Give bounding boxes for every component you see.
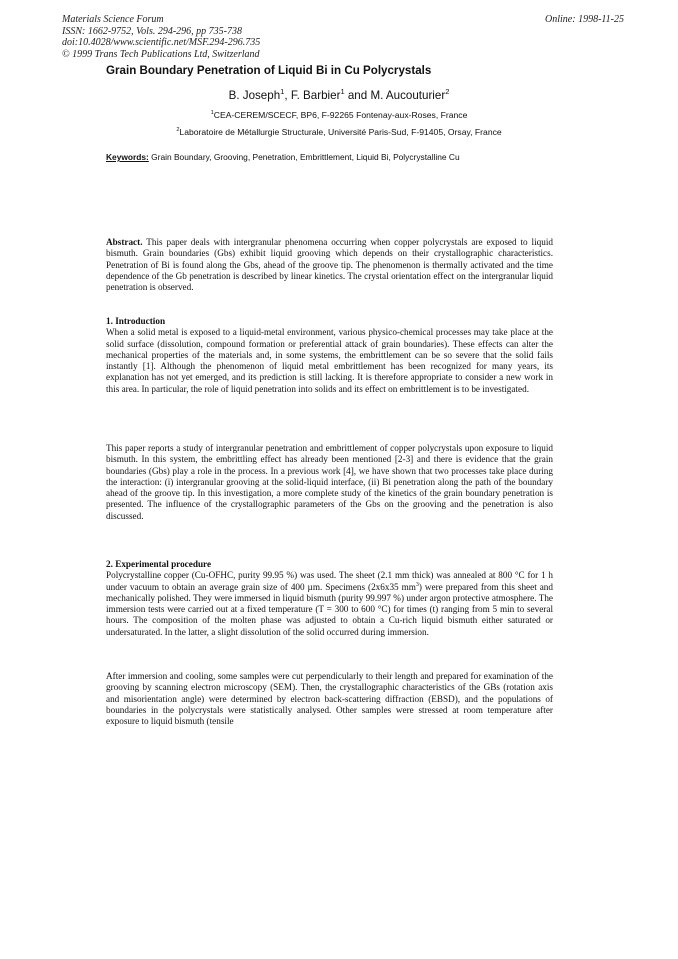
affiliation: [0, 110, 678, 120]
section-heading: 2. Experimental procedure: [106, 559, 212, 569]
author-name: F. Barbier: [290, 89, 341, 102]
keywords-label: Keywords:: [106, 152, 149, 162]
journal-name: Materials Science Forum: [62, 14, 164, 25]
doi-line[interactable]: doi:10.4028/www.scientific.net/MSF.294-296.735: [62, 37, 261, 48]
body-paragraph: After immersion and cooling, some samples were cut perpendicularly to their length and prepared for examination of the grooving by scanning electron microscopy (SEM). Then, the crystallographic characteristics of the GBs (rotation axis and misorientation angle) were determined by electron back-scattering diffraction (EBSD), and the populations of boundaries in the polycrystals were statistically analysed. Other samples were stressed at room temperature after exposure to liquid bismuth (tensile: [106, 671, 553, 727]
copyright-line: © 1999 Trans Tech Publications Ltd, Switzerland: [62, 48, 260, 60]
superscript: 3: [415, 581, 419, 588]
affiliation-mark: 1: [210, 110, 214, 117]
author-affiliation-mark: 2: [445, 87, 450, 97]
affiliation-mark: 2: [176, 127, 180, 134]
keywords-line: [106, 152, 586, 162]
abstract-paragraph: [106, 237, 553, 293]
experimental-section: [106, 559, 553, 638]
experimental-section-continued: [106, 671, 553, 727]
author-affiliation-mark: 1: [340, 87, 345, 97]
issn-line: ISSN: 1662-9752, Vols. 294-296, pp 735-738: [62, 25, 242, 37]
section-heading: 1. Introduction: [106, 316, 166, 326]
author-name: M. Aucouturier: [370, 89, 446, 102]
author-affiliation-mark: 1: [280, 87, 285, 97]
paper-title: Grain Boundary Penetration of Liquid Bi in Cu Polycrystals: [106, 64, 432, 77]
body-paragraph: When a solid metal is exposed to a liquid-metal environment, various physico-chemical processes may take place at the solid surface (dissolution, compound formation or preferential attack of grain boundaries). These effects can alter the mechanical properties of the materials and, in some systems, the embrittlement can be so severe that the solid fails instantly [1]. Although the phenomenon of liquid metal embrittlement has been recognized for many years, its explanation has not yet emerged, and its prediction is still lacking. It is therefore appropriate to consider a new work in this area. In particular, the role of liquid penetration into solids and its effect on embrittlement is to be investigated.: [106, 327, 553, 394]
introduction-section-continued: [106, 443, 553, 522]
body-paragraph: This paper reports a study of intergranular penetration and embrittlement of copper polycrystals upon exposure to liquid bismuth. In this system, the embrittling effect has already been mentioned [2-3] and there is evidence that the grain boundaries (Gbs) play a role in the process. In a previous work [4], we have shown that two processes take place during the interaction: (i) intergranular grooving at the solid-liquid interface, (ii) Bi penetration along the path of the boundary ahead of the groove tip. In this investigation, a more complete study of the kinetics of the grain boundary penetration is presented. The influence of the crystallographic parameters of the Gbs on the grooving and the penetration is also discussed.: [106, 443, 553, 521]
affiliation: [0, 127, 678, 137]
abstract: [106, 237, 553, 293]
paragraph-text: Polycrystalline copper (Cu-OFHC, purity 99.95 %) was used. The sheet (2.1 mm thick) was annealed at 800 °C for 1 h under vacuum to obtain an average grain size of 400 µm. Specimens (2x6x35 mm: [106, 570, 553, 592]
online-date: Online: 1998-11-25: [545, 14, 624, 25]
keywords-text: Grain Boundary, Grooving, Penetration, Embrittlement, Liquid Bi, Polycrystalline Cu: [148, 152, 460, 162]
affiliation-text: Laboratoire de Métallurgie Structurale, Université Paris-Sud, F-91405, Orsay, France: [179, 127, 502, 137]
author-name: B. Joseph: [228, 89, 281, 102]
introduction-section: [106, 316, 553, 395]
author-list: [0, 89, 678, 102]
journal-header: [62, 14, 624, 60]
paragraph-text: ) were prepared from this sheet and mechanically polished. They were immersed in liquid bismuth (purity 99.997 %) under argon protective atmosphere. The immersion tests were carried out at a fixed temperature (T = 300 to 600 °C) for times (t) ranging from 5 min to several hours. The composition of the molten phase was adjusted to obtain a Cu-rich liquid bismuth either saturated or undersaturated. In the latter, a slight dissolution of the solid occurred during immersion.: [106, 581, 553, 637]
author-separator: and: [344, 89, 371, 102]
author-separator: ,: [284, 89, 291, 102]
affiliation-text: CEA-CEREM/SCECF, BP6, F-92265 Fontenay-aux-Roses, France: [213, 110, 468, 120]
abstract-label: Abstract.: [106, 237, 143, 247]
abstract-text: This paper deals with intergranular phenomena occurring when copper polycrystals are exposed to liquid bismuth. Grain boundaries (Gbs) exhibit liquid grooving which depends on their crystallographic characteristics. Penetration of Bi is found along the Gbs, ahead of the groove tip. The phenomenon is thermally activated and the time dependence of the Gb penetration is described by linear kinetics. The crystal orientation effect on the intergranular liquid penetration is observed.: [106, 237, 553, 293]
body-paragraph: [106, 570, 553, 638]
